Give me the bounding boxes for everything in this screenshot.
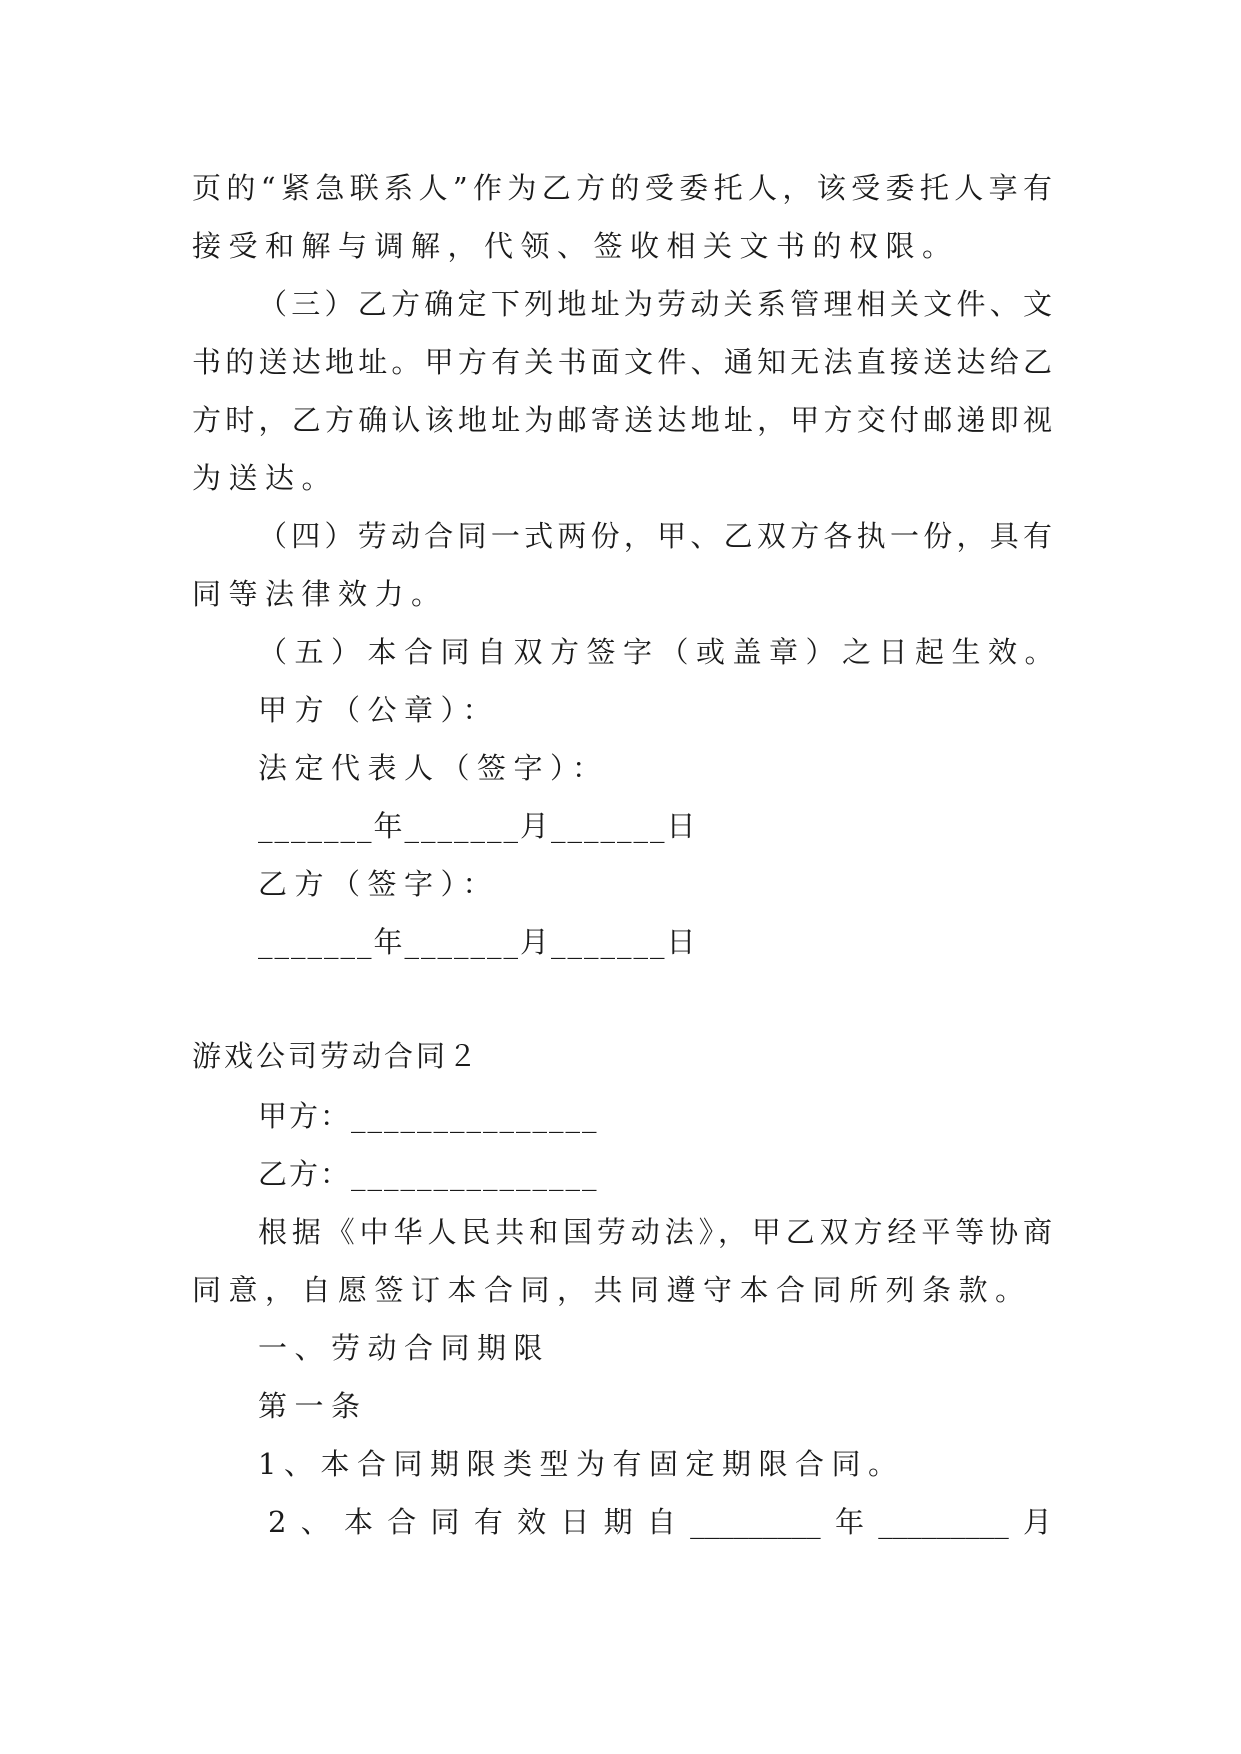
party-b-signature-label: 乙方（签字）： — [258, 867, 500, 901]
clause-4-line: （四）劳动合同一式两份，甲、乙双方各执一份，具有 — [258, 519, 1052, 553]
clause-5-line: （五）本合同自双方签字（或盖章）之日起生效。 — [258, 635, 1062, 669]
party-a-seal-label: 甲方（公章）： — [258, 693, 500, 727]
party-a-field: 甲方：_______________ — [258, 1099, 599, 1133]
paragraph-line: 为送达。 — [192, 461, 339, 495]
paragraph-line: 页的“紧急联系人”作为乙方的受委托人，该受委托人享有 — [192, 171, 1052, 205]
document-title: 游戏公司劳动合同２ — [192, 1039, 481, 1073]
article-item-1: 1、本合同期限类型为有固定期限合同。 — [258, 1447, 905, 1481]
paragraph-line: 接受和解与调解，代领、签收相关文书的权限。 — [192, 229, 959, 263]
preamble-line: 同意，自愿签订本合同，共同遵守本合同所列条款。 — [192, 1273, 1032, 1307]
preamble-line: 根据《中华人民共和国劳动法》，甲乙双方经平等协商 — [258, 1215, 1052, 1249]
paragraph-line: 书的送达地址。甲方有关书面文件、通知无法直接送达给乙 — [192, 345, 1052, 379]
paragraph-line: 方时，乙方确认该地址为邮寄送达地址，甲方交付邮递即视 — [192, 403, 1052, 437]
legal-rep-signature-label: 法定代表人（签字）： — [258, 751, 609, 785]
article-item-2: 2、本合同有效日期自_________年_________月 — [268, 1505, 1052, 1539]
clause-3-line: （三）乙方确定下列地址为劳动关系管理相关文件、文 — [258, 287, 1052, 321]
article-heading: 第一条 — [258, 1389, 368, 1423]
date-line-party-b: _______年_______月_______日 — [258, 925, 698, 959]
paragraph-line: 同等法律效力。 — [192, 577, 448, 611]
date-line-party-a: _______年_______月_______日 — [258, 809, 698, 843]
section-heading: 一、劳动合同期限 — [258, 1331, 551, 1365]
party-b-field: 乙方：_______________ — [258, 1157, 599, 1191]
